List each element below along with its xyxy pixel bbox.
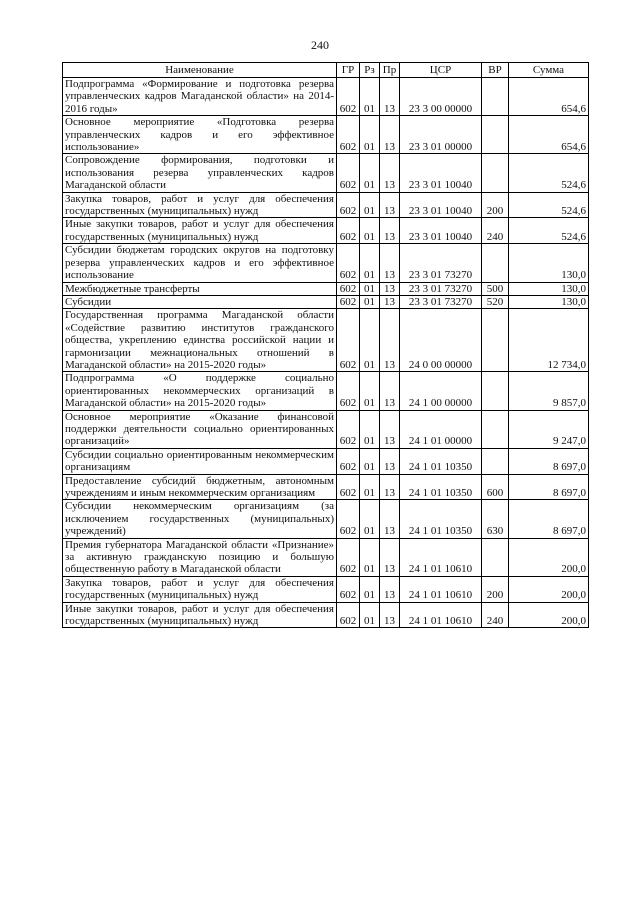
- row-vr: [482, 372, 509, 410]
- row-gr: 602: [337, 500, 360, 538]
- header-gr: ГР: [337, 63, 360, 78]
- row-name: Межбюджетные трансферты: [63, 282, 337, 295]
- row-sum: 524,6: [509, 192, 589, 218]
- row-name: Основное мероприятие «Оказание финансовой поддержки деятельности социально ориентированных организаций»: [63, 410, 337, 448]
- row-pr: 13: [380, 192, 400, 218]
- row-sum: 654,6: [509, 116, 589, 154]
- row-csr: 24 1 01 10610: [400, 602, 482, 628]
- table-row: [63, 244, 589, 282]
- table-row: [63, 602, 589, 628]
- table-row: [63, 474, 589, 500]
- row-sum: 654,6: [509, 78, 589, 116]
- row-rz: 01: [360, 282, 380, 295]
- row-rz: 01: [360, 576, 380, 602]
- row-pr: 13: [380, 282, 400, 295]
- table-row: [63, 78, 589, 116]
- row-pr: 13: [380, 116, 400, 154]
- row-name: Закупка товаров, работ и услуг для обеспечения государственных (муниципальных) нужд: [63, 576, 337, 602]
- table-row: [63, 116, 589, 154]
- row-csr: 24 1 00 00000: [400, 372, 482, 410]
- budget-table: [62, 62, 589, 628]
- row-rz: 01: [360, 218, 380, 244]
- row-sum: 130,0: [509, 295, 589, 308]
- row-name: Подпрограмма «Формирование и подготовка резерва управленческих кадров Магаданской области» на 2014-2016 годы»: [63, 78, 337, 116]
- table-row: [63, 192, 589, 218]
- row-csr: 24 1 01 10350: [400, 448, 482, 474]
- row-sum: 200,0: [509, 602, 589, 628]
- row-rz: 01: [360, 309, 380, 372]
- table-row: [63, 295, 589, 308]
- table-body: [63, 78, 589, 628]
- row-pr: 13: [380, 538, 400, 576]
- row-vr: 240: [482, 218, 509, 244]
- row-name: Закупка товаров, работ и услуг для обеспечения государственных (муниципальных) нужд: [63, 192, 337, 218]
- row-name: Иные закупки товаров, работ и услуг для обеспечения государственных (муниципальных) нужд: [63, 218, 337, 244]
- table-row: [63, 372, 589, 410]
- row-csr: 24 1 01 10350: [400, 500, 482, 538]
- row-csr: 24 1 01 00000: [400, 410, 482, 448]
- row-gr: 602: [337, 116, 360, 154]
- header-row: [63, 63, 589, 78]
- row-name: Субсидии: [63, 295, 337, 308]
- row-name: Подпрограмма «О поддержке социально ориентированных некоммерческих организаций в Магаданской области» на 2015-2020 годы»: [63, 372, 337, 410]
- row-sum: 12 734,0: [509, 309, 589, 372]
- row-gr: 602: [337, 372, 360, 410]
- row-csr: 24 1 01 10610: [400, 538, 482, 576]
- row-sum: 9 857,0: [509, 372, 589, 410]
- row-name: Премия губернатора Магаданской области «Признание» за активную гражданскую позицию и большую общественную работу в Магаданской области: [63, 538, 337, 576]
- row-rz: 01: [360, 192, 380, 218]
- row-csr: 23 3 01 73270: [400, 244, 482, 282]
- table-row: [63, 282, 589, 295]
- table-row: [63, 309, 589, 372]
- row-sum: 8 697,0: [509, 474, 589, 500]
- row-vr: [482, 538, 509, 576]
- row-pr: 13: [380, 244, 400, 282]
- row-name: Сопровождение формирования, подготовки и использования резерва управленческих кадров Магаданской области: [63, 154, 337, 192]
- row-gr: 602: [337, 295, 360, 308]
- table-row: [63, 448, 589, 474]
- row-rz: 01: [360, 410, 380, 448]
- row-pr: 13: [380, 309, 400, 372]
- row-name: Основное мероприятие «Подготовка резерва управленческих кадров и его эффективное использование»: [63, 116, 337, 154]
- header-csr: ЦСР: [400, 63, 482, 78]
- row-gr: 602: [337, 154, 360, 192]
- row-gr: 602: [337, 218, 360, 244]
- row-gr: 602: [337, 78, 360, 116]
- header-pr: Пр: [380, 63, 400, 78]
- row-name: Предоставление субсидий бюджетным, автономным учреждениям и иным некоммерческим организациям: [63, 474, 337, 500]
- row-name: Иные закупки товаров, работ и услуг для обеспечения государственных (муниципальных) нужд: [63, 602, 337, 628]
- row-vr: [482, 154, 509, 192]
- table-row: [63, 538, 589, 576]
- row-rz: 01: [360, 474, 380, 500]
- row-name: Государственная программа Магаданской области «Содействие развитию институтов гражданского общества, укреплению единства российской нации и гармонизации межнациональных отношений в Магаданской области» на 2015-2020 годы»: [63, 309, 337, 372]
- row-name: Субсидии социально ориентированным некоммерческим организациям: [63, 448, 337, 474]
- row-sum: 8 697,0: [509, 448, 589, 474]
- row-vr: [482, 410, 509, 448]
- row-pr: 13: [380, 602, 400, 628]
- row-csr: 23 3 01 10040: [400, 154, 482, 192]
- row-pr: 13: [380, 410, 400, 448]
- row-pr: 13: [380, 218, 400, 244]
- row-vr: [482, 116, 509, 154]
- row-vr: 200: [482, 192, 509, 218]
- header-sum: Сумма: [509, 63, 589, 78]
- row-vr: [482, 244, 509, 282]
- row-rz: 01: [360, 244, 380, 282]
- row-vr: 200: [482, 576, 509, 602]
- row-pr: 13: [380, 154, 400, 192]
- header-name: Наименование: [63, 63, 337, 78]
- row-vr: [482, 309, 509, 372]
- row-gr: 602: [337, 309, 360, 372]
- row-rz: 01: [360, 295, 380, 308]
- row-csr: 24 1 01 10350: [400, 474, 482, 500]
- header-vr: ВР: [482, 63, 509, 78]
- row-name: Субсидии бюджетам городских округов на подготовку резерва управленческих кадров и его эффективное использование: [63, 244, 337, 282]
- row-sum: 130,0: [509, 244, 589, 282]
- row-rz: 01: [360, 448, 380, 474]
- row-rz: 01: [360, 154, 380, 192]
- row-pr: 13: [380, 78, 400, 116]
- row-sum: 524,6: [509, 218, 589, 244]
- table-row: [63, 154, 589, 192]
- row-sum: 8 697,0: [509, 500, 589, 538]
- row-csr: 23 3 01 10040: [400, 192, 482, 218]
- row-gr: 602: [337, 576, 360, 602]
- row-gr: 602: [337, 192, 360, 218]
- row-vr: 630: [482, 500, 509, 538]
- page-number: 240: [311, 38, 329, 52]
- row-sum: 200,0: [509, 538, 589, 576]
- row-vr: 500: [482, 282, 509, 295]
- row-pr: 13: [380, 500, 400, 538]
- row-csr: 23 3 01 00000: [400, 116, 482, 154]
- row-vr: [482, 448, 509, 474]
- row-sum: 9 247,0: [509, 410, 589, 448]
- table-row: [63, 218, 589, 244]
- row-sum: 130,0: [509, 282, 589, 295]
- row-gr: 602: [337, 602, 360, 628]
- table-row: [63, 500, 589, 538]
- row-vr: [482, 78, 509, 116]
- table-row: [63, 576, 589, 602]
- row-rz: 01: [360, 538, 380, 576]
- header-rz: Рз: [360, 63, 380, 78]
- row-csr: 23 3 01 10040: [400, 218, 482, 244]
- row-csr: 24 1 01 10610: [400, 576, 482, 602]
- row-rz: 01: [360, 78, 380, 116]
- row-pr: 13: [380, 372, 400, 410]
- row-pr: 13: [380, 474, 400, 500]
- row-rz: 01: [360, 372, 380, 410]
- row-gr: 602: [337, 538, 360, 576]
- row-vr: 240: [482, 602, 509, 628]
- row-rz: 01: [360, 116, 380, 154]
- row-sum: 524,6: [509, 154, 589, 192]
- table-row: [63, 410, 589, 448]
- row-vr: 520: [482, 295, 509, 308]
- row-gr: 602: [337, 410, 360, 448]
- row-pr: 13: [380, 576, 400, 602]
- row-gr: 602: [337, 282, 360, 295]
- row-sum: 200,0: [509, 576, 589, 602]
- row-gr: 602: [337, 474, 360, 500]
- row-name: Субсидии некоммерческим организациям (за исключением государственных (муниципальных) учреждений): [63, 500, 337, 538]
- row-gr: 602: [337, 244, 360, 282]
- row-csr: 23 3 01 73270: [400, 295, 482, 308]
- row-pr: 13: [380, 448, 400, 474]
- row-vr: 600: [482, 474, 509, 500]
- row-rz: 01: [360, 602, 380, 628]
- row-csr: 24 0 00 00000: [400, 309, 482, 372]
- row-csr: 23 3 00 00000: [400, 78, 482, 116]
- row-pr: 13: [380, 295, 400, 308]
- row-csr: 23 3 01 73270: [400, 282, 482, 295]
- row-gr: 602: [337, 448, 360, 474]
- row-rz: 01: [360, 500, 380, 538]
